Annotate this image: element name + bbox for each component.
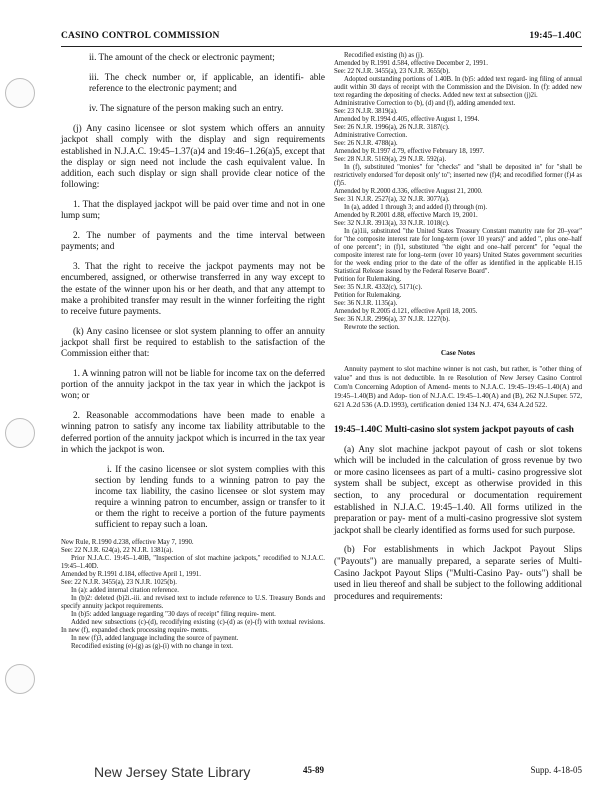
history-line: Recodified existing (e)-(g) as (g)-(i) with no change in text. (71, 643, 233, 651)
supplement-date: Supp. 4-18-05 (530, 765, 582, 775)
case-notes-heading: Case Notes (440, 348, 476, 357)
history-line: Recodified existing (h) as (j). (344, 52, 424, 59)
history-line: In (a): added internal citation reference. (71, 587, 179, 595)
history-line: Administrative Correction to (b), (d) and (f), adding amended text. (334, 100, 516, 107)
history-line: See: 26 N.J.R. 4788(a). (334, 140, 398, 147)
subsection-b: (b) For establishments in which Jackpot Payout Slips ("Payouts") are manually prepared, a separate series of Multi-Casino Jackpot Payout Slips ("Multi-Casino Pay- outs") shall be used in lieu thereof and shall be subject to the following additional procedures and requirements: (334, 544, 582, 601)
history-line: Rewrote the section. (344, 324, 400, 331)
paragraph-j1: 1. That the displayed jackpot will be paid over time and not in one lump sum; (61, 198, 325, 221)
paragraph-k2i: i. If the casino licensee or slot system complies with this section by lending funds to a winning patron to pay the income tax liability, the casino licensee or slot system may require a winning patron to encumber, assign or transfer to it or them the right to receive a portion of the future payments sufficient to repay such a loan. (95, 463, 325, 530)
history-line: See: 35 N.J.R. 4332(c), 5171(c). (334, 284, 423, 291)
history-line: Amended by R.1991 d.584, effective December 2, 1991. (334, 60, 488, 67)
history-line: Amended by R.1997 d.79, effective February 18, 1997. (334, 148, 485, 155)
history-line: In (b)5: added language regarding "30 days of receipt" filing require- ment. (71, 611, 276, 619)
history-line: Petition for Rulemaking. (334, 292, 402, 299)
subitem-paragraph: iii. The check number or, if applicable, an identifi- able reference to the electronic payment; and (89, 72, 325, 94)
running-header-section: 19:45–1.40C (529, 31, 582, 41)
history-line: In (a), added 1 through 3; and added (l) through (m). (344, 204, 488, 211)
paragraph-k1: 1. A winning patron will not be liable for income tax on the deferred portion of the annuity jackpot in the tax year in which the jackpot is won; or (61, 368, 325, 401)
history-line: In (b)2: deleted (b)2i.-iii. and revised text to include reference to U.S. Treasury Bonds and specify annuity jackpot requirements. (61, 595, 325, 611)
history-notes-left (61, 539, 325, 651)
history-line: See: 28 N.J.R. 5169(a), 29 N.J.R. 592(a). (334, 156, 447, 163)
running-header-title: CASINO CONTROL COMMISSION (61, 31, 220, 41)
history-line: Amended by R.2001 d.88, effective March 19, 2001. (334, 212, 478, 219)
history-line: See: 23 N.J.R. 3819(a). (334, 108, 398, 115)
binder-hole (5, 664, 35, 694)
history-line: Amended by R.1991 d.184, effective April 1, 1991. (61, 571, 201, 579)
header-rule (61, 46, 582, 47)
history-line: Amended by R.2000 d.336, effective August 21, 2000. (334, 188, 483, 195)
subitem-paragraph: iv. The signature of the person making such an entry. (89, 103, 284, 114)
binder-hole (5, 418, 35, 448)
subitem-paragraph: ii. The amount of the check or electronic payment; (89, 52, 275, 62)
history-line: Amended by R.2005 d.121, effective April 18, 2005. (334, 308, 478, 315)
history-line: In new (f)3, added language including the source of payment. (71, 635, 239, 643)
paragraph-k2: 2. Reasonable accommodations have been made to enable a winning patron to satisfy any income tax liability attributable to the deferred portion of the annuity jackpot which is incurred in the tax year in which the jackpot is won. (61, 410, 325, 454)
history-line: See: 31 N.J.R. 2527(a), 32 N.J.R. 3077(a). (334, 196, 450, 203)
history-line: See: 22 N.J.R. 3455(a), 23 N.J.R. 3655(b). (334, 68, 450, 75)
left-column (61, 52, 325, 651)
history-line: Added new subsections (c)-(d), recodifying existing (c)-(d) as (e)-(f) with textual revisions. In new (f), expanded check processing require- ments. (61, 619, 325, 635)
case-notes-text: Annuity payment to slot machine winner is not cash, but rather, is "other thing of value" and thus is not deductible. In re Resolution of New Jersey Casino Control Com'n Concerning Adoption of Amend- ments to N.J.A.C. 19:45–19:45–1.40(A) and 19:45–1.40(B) and Adop- tion of N.J.A.C. 19:45–1.40(A) and (B), 262 N.J.Super. 572, 621 A.2d 536 (A.D.1993), certification denied 134 N.J. 474, 634 A.2d 522. (334, 365, 582, 409)
right-column (334, 52, 582, 610)
history-notes-right (334, 52, 582, 332)
history-line: In (a)1ii, substituted "the United States Treasury Constant maturity rate for 20–year" for "the composite interest rate for long-term (over 10 years)" and added ", plus one–half of one percent"; in (f)1, substituted "the eight and one–half percent" for "equal the composite interest rate for long–term (over 10 years) United States government securities for the week ending prior to the date of the offer as identified in the applicable H.15 Statistical Release issued by the Federal Reserve Board". (334, 228, 582, 275)
page-number: 45-89 (303, 765, 324, 775)
section-heading: 19:45–1.40C Multi-casino slot system jackpot payouts of cash (334, 424, 574, 434)
history-line: See: 22 N.J.R. 3455(a), 23 N.J.R. 1025(b). (61, 579, 177, 587)
binder-hole (5, 78, 35, 108)
history-line: See: 26 N.J.R. 1996(a), 26 N.J.R. 3187(c). (334, 124, 450, 131)
history-line: See: 36 N.J.R. 1135(a). (334, 300, 398, 307)
subsection-j: (j) Any casino licensee or slot system which offers an annuity jackpot shall comply with the display and sign requirements established in N.J.A.C. 19:45–1.37(a)4 and 19:46–1.26(a)5, except that the display or sign need not include the cash equivalent value. In addition, each such display or sign shall provide clear notice of the following: (61, 123, 325, 189)
library-stamp: New Jersey State Library (94, 764, 251, 780)
subsection-k: (k) Any casino licensee or slot system planning to offer an annuity jackpot shall first be required to establish to the satisfaction of the Commission either that: (61, 325, 325, 358)
history-line: See: 22 N.J.R. 624(a), 22 N.J.R. 1381(a). (61, 547, 174, 555)
history-line: See: 36 N.J.R. 2996(a), 37 N.J.R. 1227(b). (334, 316, 450, 323)
paragraph-j3: 3. That the right to receive the jackpot payments may not be encumbered, assigned, or otherwise transferred in any way except to the estate of the winner upon his or her death, and that any attempt to make a prohibited transfer may result in the winner forfeiting the right to receive future payments. (61, 261, 325, 316)
history-line: See: 32 N.J.R. 3913(a), 33 N.J.R. 1018(c). (334, 220, 450, 227)
history-line: Amended by R.1994 d.405, effective August 1, 1994. (334, 116, 480, 123)
history-line: Administrative Correction. (334, 132, 408, 139)
paragraph-j2: 2. The number of payments and the time interval between payments; and (61, 230, 325, 252)
subsection-a: (a) Any slot machine jackpot payout of cash or slot tokens which will be included in the calculation of gross revenue by two or more casino licensees as part of a multi- casino progressive slot system shall be subject, except as otherwise provided in this section, to any procedural or documentation requirement established in N.J.A.C. 19:45–1.40. All forms utilized in the preparation or pay- ment of a multi-casino progressive slot system jackpot shall be clearly identified as forms used for such purpose. (334, 443, 582, 535)
history-line: Adopted outstanding portions of 1.40B. In (b)5: added text regard- ing filing of annual audit within 30 days of receipt with the Commission and the Division. In (f): added new text regarding the depositing of checks. Added new text at subsection (j)2i. (334, 76, 582, 99)
history-line: New Rule, R.1990 d.238, effective May 7, 1990. (61, 539, 194, 547)
history-line: Petition for Rulemaking. (334, 276, 402, 283)
history-line: Prior N.J.A.C. 19:45–1.40B, "Inspection of slot machine jackpots," recodified to N.J.A.C. 19:45–1.40D. (61, 555, 325, 571)
history-line: In (f), substituted "monies" for "checks" and "shall be deposited in" for "shall be restrictively endorsed 'for deposit only' to"; inserted new (f)4; and recodified former (f)4 as (f)5. (334, 164, 582, 187)
